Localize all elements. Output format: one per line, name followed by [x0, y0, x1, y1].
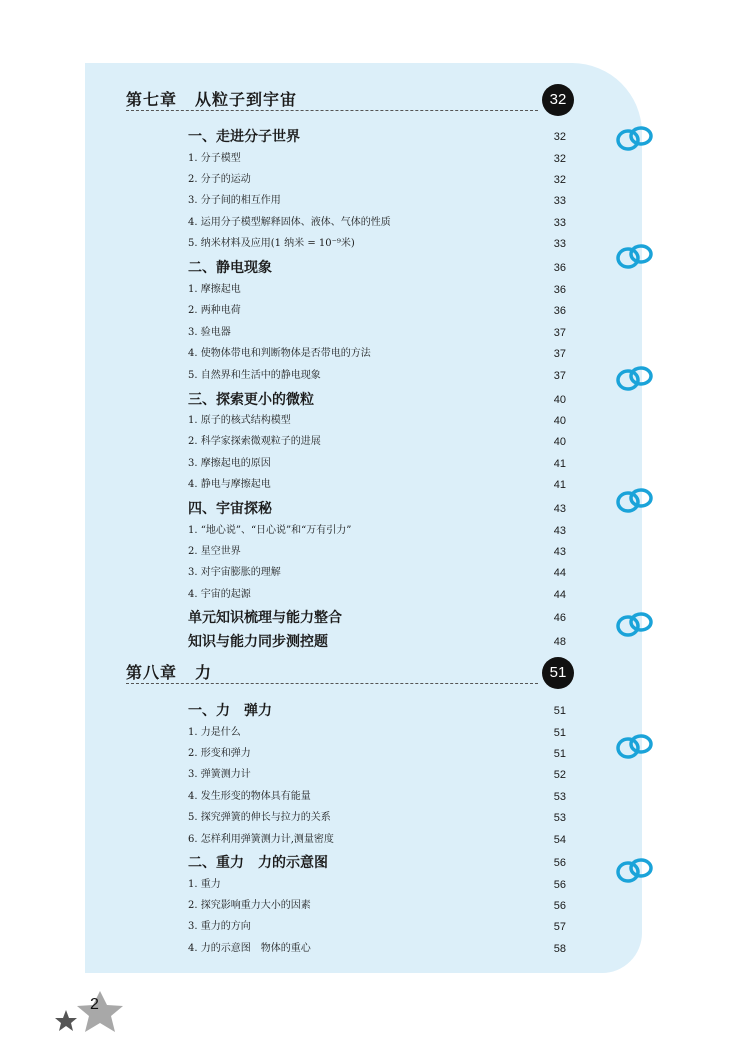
- entry-label: 知识与能力同步测控题: [188, 634, 328, 650]
- entry-label: 2. 分子的运动: [188, 174, 251, 185]
- toc-subsection-entry[interactable]: [188, 765, 566, 785]
- entry-label: 2. 两种电荷: [188, 305, 241, 316]
- entry-page-number: 43: [553, 525, 566, 537]
- entry-page-number: 32: [553, 131, 566, 143]
- toc-section-entry[interactable]: [188, 701, 566, 721]
- entry-page-number: 33: [553, 217, 566, 229]
- toc-subsection-entry[interactable]: [188, 787, 566, 807]
- chapter-header[interactable]: [126, 84, 574, 116]
- entry-label: 二、重力 力的示意图: [188, 855, 328, 871]
- entry-label: 2. 星空世界: [188, 546, 241, 557]
- entry-page-number: 40: [553, 394, 566, 406]
- entry-label: 4. 静电与摩擦起电: [188, 479, 271, 490]
- entry-page-number: 43: [553, 503, 566, 515]
- entry-label: 1. 重力: [188, 879, 221, 890]
- toc-subsection-entry[interactable]: [188, 191, 566, 211]
- entry-label: 3. 弹簧测力计: [188, 769, 251, 780]
- entry-label: 3. 重力的方向: [188, 921, 251, 932]
- ring-icon: [614, 126, 656, 152]
- entry-page-number: 36: [553, 284, 566, 296]
- entry-page-number: 41: [553, 458, 566, 470]
- chapter-rule: [126, 110, 538, 111]
- entry-page-number: 32: [553, 153, 566, 165]
- toc-subsection-entry[interactable]: [188, 917, 566, 937]
- toc-subsection-entry[interactable]: [188, 234, 566, 254]
- toc-section-entry[interactable]: [188, 632, 566, 652]
- chapter-title: [126, 87, 297, 110]
- toc-subsection-entry[interactable]: [188, 585, 566, 605]
- entry-page-number: 36: [553, 262, 566, 274]
- toc-subsection-entry[interactable]: [188, 366, 566, 386]
- toc-subsection-entry[interactable]: [188, 744, 566, 764]
- entry-page-number: 37: [553, 327, 566, 339]
- entry-label: 3. 摩擦起电的原因: [188, 458, 271, 469]
- entry-label: 6. 怎样利用弹簧测力计,测量密度: [188, 834, 334, 845]
- entry-page-number: 51: [553, 705, 566, 717]
- toc-section-entry[interactable]: [188, 853, 566, 873]
- chapter-page-badge: 51: [542, 657, 574, 689]
- toc-section-entry[interactable]: [188, 390, 566, 410]
- entry-page-number: 37: [553, 348, 566, 360]
- entry-label: 3. 对宇宙膨胀的理解: [188, 567, 281, 578]
- entry-page-number: 44: [553, 567, 566, 579]
- entry-page-number: 36: [553, 305, 566, 317]
- entry-label: 一、走进分子世界: [188, 129, 300, 145]
- entry-page-number: 48: [553, 636, 566, 648]
- entry-label: 1. 摩擦起电: [188, 284, 241, 295]
- chapter-number: 第七章: [126, 90, 178, 109]
- toc-subsection-entry[interactable]: [188, 432, 566, 452]
- entry-page-number: 56: [553, 879, 566, 891]
- entry-page-number: 32: [553, 174, 566, 186]
- entry-label: 1. “地心说”、“日心说”和“万有引力”: [188, 525, 352, 536]
- entry-page-number: 53: [553, 812, 566, 824]
- ring-icon: [614, 488, 656, 514]
- entry-page-number: 57: [553, 921, 566, 933]
- chapter-name: 从粒子到宇宙: [195, 90, 298, 109]
- entry-label: 4. 宇宙的起源: [188, 589, 251, 600]
- toc-subsection-entry[interactable]: [188, 830, 566, 850]
- entry-label: 5. 探究弹簧的伸长与拉力的关系: [188, 812, 331, 823]
- entry-label: 4. 发生形变的物体具有能量: [188, 791, 311, 802]
- entry-page-number: 53: [553, 791, 566, 803]
- toc-subsection-entry[interactable]: [188, 723, 566, 743]
- toc-section-entry[interactable]: [188, 499, 566, 519]
- toc-subsection-entry[interactable]: [188, 301, 566, 321]
- entry-label: 2. 形变和弹力: [188, 748, 251, 759]
- entry-label: 1. 原子的核式结构模型: [188, 415, 291, 426]
- chapter-rule: [126, 683, 538, 684]
- ring-icon: [614, 612, 656, 638]
- entry-page-number: 51: [553, 727, 566, 739]
- toc-section-entry[interactable]: [188, 258, 566, 278]
- entry-page-number: 44: [553, 589, 566, 601]
- entry-label: 1. 分子模型: [188, 153, 241, 164]
- toc-subsection-entry[interactable]: [188, 323, 566, 343]
- ring-icon: [614, 734, 656, 760]
- entry-label: 二、静电现象: [188, 260, 272, 276]
- toc-subsection-entry[interactable]: [188, 939, 566, 959]
- entry-page-number: 56: [553, 900, 566, 912]
- toc-subsection-entry[interactable]: [188, 475, 566, 495]
- entry-label: 4. 使物体带电和判断物体是否带电的方法: [188, 348, 371, 359]
- chapter-number: 第八章: [126, 663, 178, 682]
- entry-page-number: 40: [553, 415, 566, 427]
- toc-subsection-entry[interactable]: [188, 454, 566, 474]
- entry-label: 三、探索更小的微粒: [188, 392, 314, 408]
- entry-label: 5. 纳米材料及应用(1 纳米 = 10⁻⁹米): [188, 238, 355, 249]
- entry-label: 2. 科学家探索微观粒子的进展: [188, 436, 321, 447]
- chapter-header[interactable]: [126, 657, 574, 689]
- toc-subsection-entry[interactable]: [188, 896, 566, 916]
- toc-subsection-entry[interactable]: [188, 521, 566, 541]
- entry-page-number: 58: [553, 943, 566, 955]
- entry-label: 4. 力的示意图 物体的重心: [188, 943, 311, 954]
- toc-subsection-entry[interactable]: [188, 563, 566, 583]
- toc-subsection-entry[interactable]: [188, 411, 566, 431]
- entry-label: 3. 验电器: [188, 327, 231, 338]
- toc-subsection-entry[interactable]: [188, 213, 566, 233]
- entry-label: 3. 分子间的相互作用: [188, 195, 281, 206]
- entry-label: 一、力 弹力: [188, 703, 272, 719]
- entry-page-number: 54: [553, 834, 566, 846]
- entry-page-number: 33: [553, 195, 566, 207]
- toc-subsection-entry[interactable]: [188, 149, 566, 169]
- entry-page-number: 52: [553, 769, 566, 781]
- toc-subsection-entry[interactable]: [188, 280, 566, 300]
- entry-label: 1. 力是什么: [188, 727, 241, 738]
- chapter-page-badge: 32: [542, 84, 574, 116]
- entry-page-number: 46: [553, 612, 566, 624]
- toc-subsection-entry[interactable]: [188, 875, 566, 895]
- entry-page-number: 43: [553, 546, 566, 558]
- entry-label: 5. 自然界和生活中的静电现象: [188, 370, 321, 381]
- chapter-title: [126, 660, 212, 683]
- entry-page-number: 33: [553, 238, 566, 250]
- entry-page-number: 56: [553, 857, 566, 869]
- ring-icon: [614, 244, 656, 270]
- entry-label: 四、宇宙探秘: [188, 501, 272, 517]
- entry-page-number: 41: [553, 479, 566, 491]
- chapter-name: 力: [195, 663, 213, 682]
- toc-subsection-entry[interactable]: [188, 808, 566, 828]
- entry-page-number: 51: [553, 748, 566, 760]
- toc-subsection-entry[interactable]: [188, 344, 566, 364]
- toc-subsection-entry[interactable]: [188, 542, 566, 562]
- entry-label: 单元知识梳理与能力整合: [188, 610, 342, 626]
- entry-label: 4. 运用分子模型解释固体、液体、气体的性质: [188, 217, 391, 228]
- page-number: 2: [90, 996, 99, 1013]
- toc-section-entry[interactable]: [188, 608, 566, 628]
- entry-page-number: 40: [553, 436, 566, 448]
- ring-icon: [614, 858, 656, 884]
- toc-subsection-entry[interactable]: [188, 170, 566, 190]
- toc-section-entry[interactable]: [188, 127, 566, 147]
- ring-icon: [614, 366, 656, 392]
- binder-rings: [610, 0, 670, 1058]
- entry-page-number: 37: [553, 370, 566, 382]
- entry-label: 2. 探究影响重力大小的因素: [188, 900, 311, 911]
